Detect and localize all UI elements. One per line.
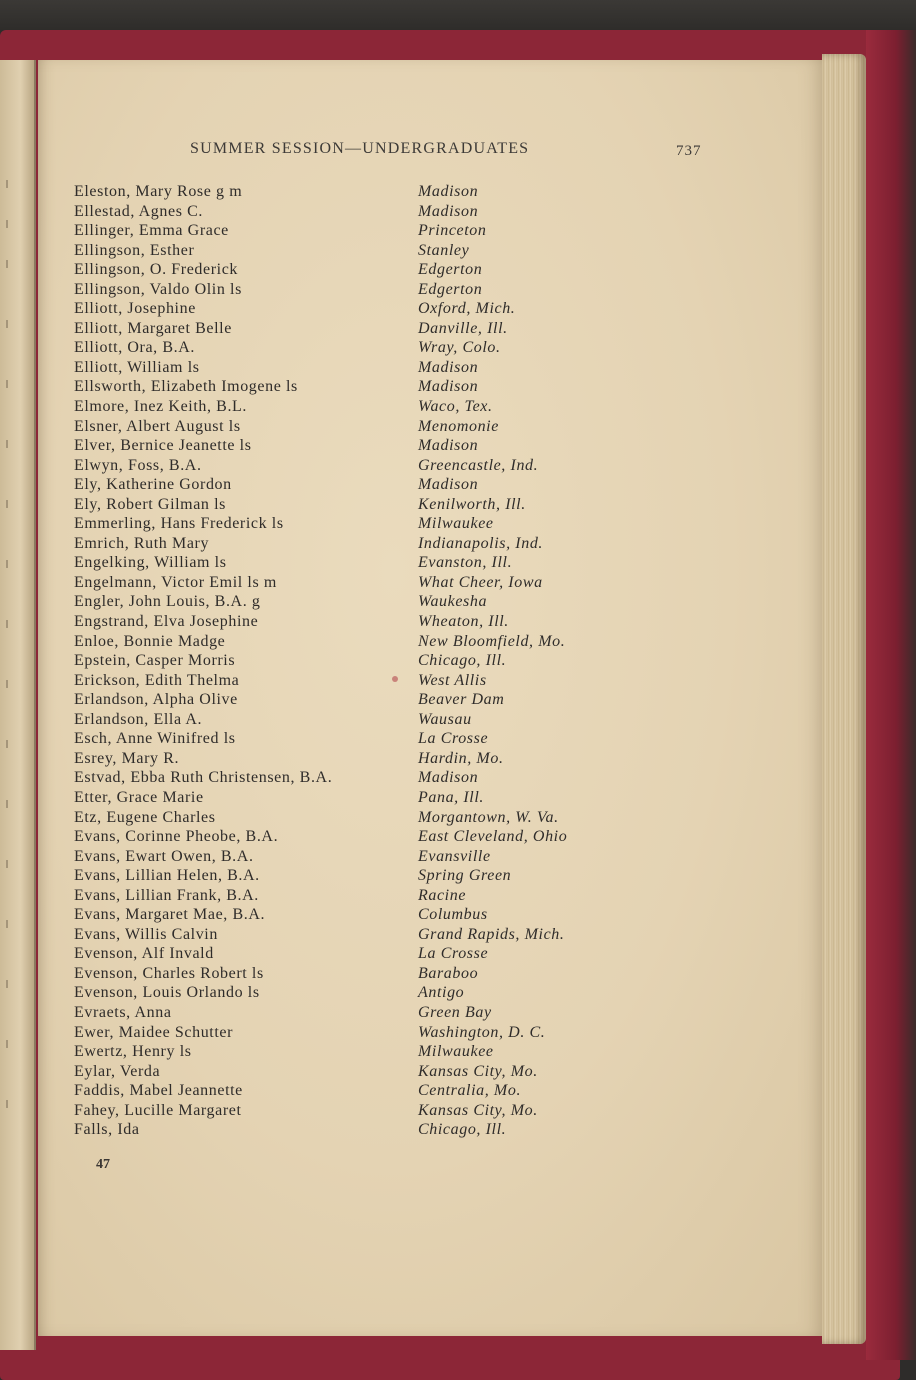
student-name: Esch, Anne Winifred ls (74, 730, 236, 748)
student-hometown: Madison (418, 437, 479, 455)
student-name: Ellsworth, Elizabeth Imogene ls (74, 378, 298, 396)
student-name: Engelking, William ls (74, 554, 227, 572)
list-item (74, 338, 634, 358)
student-name: Estvad, Ebba Ruth Christensen, B.A. (74, 769, 333, 787)
student-hometown: Washington, D. C. (418, 1023, 546, 1041)
list-item (74, 866, 634, 886)
list-item (74, 944, 634, 964)
list-item (74, 1003, 634, 1023)
student-hometown: Princeton (418, 222, 487, 240)
list-item (74, 671, 634, 691)
student-hometown: Evansville (418, 847, 491, 865)
student-hometown: Beaver Dam (418, 691, 505, 709)
student-name: Fahey, Lucille Margaret (74, 1101, 242, 1119)
student-hometown: Madison (418, 378, 479, 396)
student-hometown: Grand Rapids, Mich. (418, 925, 565, 943)
student-hometown: La Crosse (418, 945, 489, 963)
list-item (74, 592, 634, 612)
list-item (74, 553, 634, 573)
student-hometown: Baraboo (418, 964, 479, 982)
student-hometown: Edgerton (418, 261, 483, 279)
list-item (74, 651, 634, 671)
student-name: Ellingson, O. Frederick (74, 261, 238, 279)
student-name: Elliott, William ls (74, 358, 200, 376)
student-hometown: La Crosse (418, 730, 489, 748)
list-item (74, 905, 634, 925)
student-hometown: Wausau (418, 710, 472, 728)
student-hometown: Menomonie (418, 417, 499, 435)
student-hometown: Centralia, Mo. (418, 1082, 522, 1100)
list-item (74, 397, 634, 417)
list-item (74, 1023, 634, 1043)
list-item (74, 280, 634, 300)
running-header: SUMMER SESSION—UNDERGRADUATES (190, 140, 530, 157)
student-name: Ellinger, Emma Grace (74, 222, 229, 240)
student-name: Elwyn, Foss, B.A. (74, 456, 202, 474)
student-name: Evenson, Louis Orlando ls (74, 984, 260, 1002)
signature-mark: 47 (96, 1157, 110, 1172)
student-name: Evenson, Alf Invald (74, 945, 214, 963)
student-name: Engler, John Louis, B.A. g (74, 593, 261, 611)
list-item (74, 964, 634, 984)
list-item (74, 475, 634, 495)
student-name: Faddis, Mabel Jeannette (74, 1082, 243, 1100)
list-item (74, 260, 634, 280)
book-cover-edge (866, 30, 916, 1360)
student-name: Evans, Lillian Frank, B.A. (74, 886, 259, 904)
list-item (74, 495, 634, 515)
student-name: Epstein, Casper Morris (74, 652, 236, 670)
student-name: Elmore, Inez Keith, B.L. (74, 398, 248, 416)
student-list (74, 182, 634, 1140)
ink-spot (392, 676, 398, 682)
ghost-text-mark (6, 620, 30, 628)
student-name: Emrich, Ruth Mary (74, 534, 210, 552)
student-name: Evans, Margaret Mae, B.A. (74, 906, 266, 924)
list-item (74, 690, 634, 710)
student-hometown: Milwaukee (418, 1043, 494, 1061)
list-item (74, 514, 634, 534)
student-name: Elliott, Ora, B.A. (74, 339, 196, 357)
student-name: Eleston, Mary Rose g m (74, 183, 243, 200)
list-item (74, 1062, 634, 1082)
list-item (74, 1081, 634, 1101)
ghost-text-mark (6, 1040, 30, 1048)
student-hometown: Spring Green (418, 867, 512, 885)
list-item (74, 1101, 634, 1121)
ghost-text-mark (6, 260, 30, 268)
student-hometown: Madison (418, 183, 479, 200)
ghost-text-mark (6, 180, 30, 188)
list-item (74, 299, 634, 319)
ghost-text-mark (6, 220, 30, 228)
student-name: Elliott, Margaret Belle (74, 319, 232, 337)
ghost-text-mark (6, 860, 30, 868)
ghost-text-mark (6, 980, 30, 988)
student-hometown: Kenilworth, Ill. (418, 495, 526, 513)
student-hometown: Madison (418, 202, 479, 220)
student-hometown: Kansas City, Mo. (418, 1062, 538, 1080)
student-hometown: Wheaton, Ill. (418, 613, 509, 631)
student-hometown: Pana, Ill. (418, 788, 484, 806)
student-name: Ellingson, Valdo Olin ls (74, 280, 242, 298)
student-hometown: Danville, Ill. (418, 319, 508, 337)
student-name: Engelmann, Victor Emil ls m (74, 573, 277, 591)
student-hometown: Madison (418, 476, 479, 494)
student-hometown: Greencastle, Ind. (418, 456, 539, 474)
list-item (74, 1120, 634, 1140)
list-item (74, 573, 634, 593)
student-name: Evans, Ewart Owen, B.A. (74, 847, 254, 865)
list-item (74, 612, 634, 632)
ghost-text-mark (6, 500, 30, 508)
list-item (74, 358, 634, 378)
student-name: Ewertz, Henry ls (74, 1043, 192, 1061)
page-number: 737 (676, 143, 702, 159)
student-name: Etz, Eugene Charles (74, 808, 216, 826)
student-name: Erickson, Edith Thelma (74, 671, 240, 689)
student-name: Ely, Robert Gilman ls (74, 495, 226, 513)
student-hometown: Racine (418, 886, 467, 904)
student-name: Ewer, Maidee Schutter (74, 1023, 234, 1041)
list-item (74, 182, 634, 202)
student-name: Erlandson, Ella A. (74, 710, 203, 728)
list-item (74, 202, 634, 222)
student-name: Ellingson, Esther (74, 241, 195, 259)
student-hometown: Green Bay (418, 1003, 492, 1021)
ghost-text-mark (6, 800, 30, 808)
list-item (74, 417, 634, 437)
list-item (74, 377, 634, 397)
list-item (74, 768, 634, 788)
student-name: Esrey, Mary R. (74, 749, 180, 767)
student-name: Elsner, Albert August ls (74, 417, 241, 435)
list-item (74, 983, 634, 1003)
list-item (74, 710, 634, 730)
list-item (74, 456, 634, 476)
student-name: Evenson, Charles Robert ls (74, 964, 264, 982)
list-item (74, 827, 634, 847)
student-hometown: West Allis (418, 671, 487, 689)
student-hometown: What Cheer, Iowa (418, 573, 543, 591)
student-name: Elver, Bernice Jeanette ls (74, 437, 252, 455)
student-name: Elliott, Josephine (74, 300, 196, 318)
student-hometown: Kansas City, Mo. (418, 1101, 538, 1119)
student-hometown: Edgerton (418, 280, 483, 298)
list-item (74, 886, 634, 906)
student-hometown: Hardin, Mo. (418, 749, 504, 767)
list-item (74, 749, 634, 769)
student-hometown: Chicago, Ill. (418, 652, 507, 670)
student-name: Evans, Willis Calvin (74, 925, 218, 943)
ghost-text-mark (6, 740, 30, 748)
list-item (74, 436, 634, 456)
student-hometown: Stanley (418, 241, 470, 259)
student-name: Enloe, Bonnie Madge (74, 632, 226, 650)
list-item (74, 847, 634, 867)
student-hometown: Madison (418, 769, 479, 787)
student-hometown: Wray, Colo. (418, 339, 501, 357)
student-name: Etter, Grace Marie (74, 788, 204, 806)
list-item (74, 241, 634, 261)
ghost-text-mark (6, 440, 30, 448)
student-name: Evans, Corinne Pheobe, B.A. (74, 828, 279, 846)
ghost-text-mark (6, 320, 30, 328)
list-item (74, 1042, 634, 1062)
student-hometown: Evanston, Ill. (418, 554, 513, 572)
student-name: Ellestad, Agnes C. (74, 202, 204, 220)
ghost-text-mark (6, 680, 30, 688)
ghost-text-mark (6, 380, 30, 388)
list-item (74, 319, 634, 339)
student-hometown: East Cleveland, Ohio (418, 828, 568, 846)
student-name: Engstrand, Elva Josephine (74, 613, 259, 631)
page-stack-edge (822, 54, 866, 1344)
student-hometown: Milwaukee (418, 515, 494, 533)
ghost-text-mark (6, 920, 30, 928)
student-hometown: Waco, Tex. (418, 398, 493, 416)
list-item (74, 808, 634, 828)
student-name: Evans, Lillian Helen, B.A. (74, 867, 260, 885)
student-name: Ely, Katherine Gordon (74, 476, 232, 494)
list-item (74, 729, 634, 749)
previous-page-edge (0, 60, 36, 1350)
list-item (74, 925, 634, 945)
student-hometown: Chicago, Ill. (418, 1121, 507, 1139)
ghost-text-mark (6, 560, 30, 568)
list-item (74, 632, 634, 652)
student-hometown: Indianapolis, Ind. (418, 534, 544, 552)
student-hometown: Oxford, Mich. (418, 300, 516, 318)
list-item (74, 221, 634, 241)
student-hometown: Morgantown, W. Va. (418, 808, 559, 826)
ghost-text-mark (6, 1100, 30, 1108)
student-hometown: Madison (418, 358, 479, 376)
student-name: Eylar, Verda (74, 1062, 161, 1080)
student-hometown: New Bloomfield, Mo. (418, 632, 566, 650)
student-name: Falls, Ida (74, 1121, 140, 1139)
list-item (74, 788, 634, 808)
list-item (74, 534, 634, 554)
student-name: Erlandson, Alpha Olive (74, 691, 238, 709)
student-hometown: Columbus (418, 906, 488, 924)
student-hometown: Antigo (418, 984, 465, 1002)
student-hometown: Waukesha (418, 593, 488, 611)
student-name: Emmerling, Hans Frederick ls (74, 515, 284, 533)
student-name: Evraets, Anna (74, 1003, 172, 1021)
